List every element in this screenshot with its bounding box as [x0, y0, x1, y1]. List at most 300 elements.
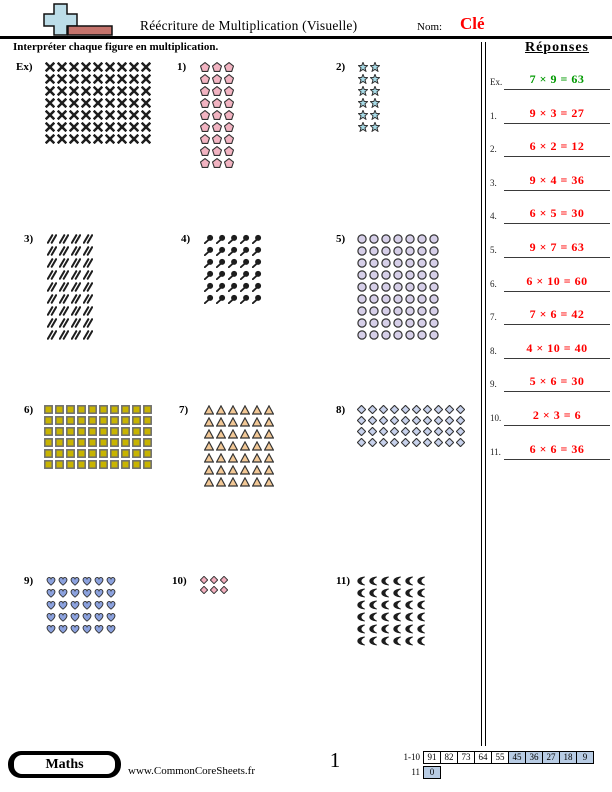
grid-cell	[58, 293, 70, 305]
grid-cell	[69, 599, 81, 611]
symbol-grid-6	[43, 404, 153, 470]
grid-cell	[140, 97, 152, 109]
grid-cell	[239, 428, 251, 440]
pentagon-icon	[200, 74, 210, 84]
grid-cell	[400, 426, 411, 437]
grid-cell	[368, 575, 380, 587]
grid-cell	[44, 109, 56, 121]
grid-cell	[392, 317, 404, 329]
x-mark-icon	[57, 98, 67, 108]
answer-number: 3.	[490, 177, 497, 188]
grid-cell	[368, 281, 380, 293]
pentagon-icon	[212, 86, 222, 96]
grid-cell	[411, 437, 422, 448]
crescent-icon	[381, 588, 391, 598]
grid-cell	[444, 415, 455, 426]
grid-cell	[416, 245, 428, 257]
grid-cell	[369, 121, 381, 133]
square-icon	[110, 427, 119, 436]
heart-icon	[106, 588, 116, 598]
grid-cell	[378, 415, 389, 426]
diamond-icon	[412, 405, 421, 414]
grid-cell	[404, 587, 416, 599]
symbol-grid-2	[357, 61, 381, 133]
score-row-label: 1-10	[403, 752, 420, 762]
grid-cell	[131, 426, 142, 437]
grid-cell	[227, 281, 239, 293]
answer-value: 9 × 4 = 36	[504, 173, 610, 191]
pentagon-icon	[200, 146, 210, 156]
grid-cell	[356, 293, 368, 305]
x-mark-icon	[93, 134, 103, 144]
small-diamond-icon	[210, 576, 218, 584]
square-icon	[132, 449, 141, 458]
grid-cell	[76, 415, 87, 426]
grid-cell	[57, 623, 69, 635]
triangle-icon	[252, 405, 262, 415]
grid-cell	[203, 404, 215, 416]
grid-cell	[93, 587, 105, 599]
crescent-icon	[357, 612, 367, 622]
grid-cell	[70, 245, 82, 257]
grid-cell	[368, 245, 380, 257]
grid-cell	[131, 415, 142, 426]
crescent-icon	[381, 576, 391, 586]
x-mark-icon	[45, 86, 55, 96]
pentagon-icon	[212, 98, 222, 108]
problem-label-5: 5)	[336, 233, 346, 245]
grid-cell	[92, 133, 104, 145]
problem-label-Ex: Ex)	[16, 61, 33, 73]
x-mark-icon	[93, 110, 103, 120]
grid-cell	[392, 587, 404, 599]
grid-cell	[239, 404, 251, 416]
x-mark-icon	[105, 110, 115, 120]
grid-cell	[56, 61, 68, 73]
square-icon	[110, 438, 119, 447]
maths-badge-label: Maths	[13, 754, 116, 775]
double-slash-icon	[71, 270, 81, 280]
heart-icon	[94, 624, 104, 634]
diamond-icon	[434, 416, 443, 425]
grid-cell	[428, 245, 440, 257]
triangle-icon	[204, 405, 214, 415]
grid-cell	[93, 611, 105, 623]
double-slash-icon	[83, 330, 93, 340]
score-cell: 18	[559, 751, 577, 764]
grid-cell	[82, 329, 94, 341]
grid-cell	[131, 459, 142, 470]
square-icon	[143, 438, 152, 447]
commoncoresheets-plus-logo	[22, 1, 114, 38]
heart-icon	[82, 612, 92, 622]
grid-cell	[65, 415, 76, 426]
pentagon-icon	[212, 62, 222, 72]
crescent-icon	[393, 636, 403, 646]
circle-icon	[417, 282, 427, 292]
grid-cell	[203, 476, 215, 488]
grid-cell	[76, 404, 87, 415]
diamond-icon	[368, 405, 377, 414]
symbol-grid-11	[356, 575, 428, 647]
grid-cell	[81, 587, 93, 599]
heart-icon	[82, 576, 92, 586]
grid-cell	[433, 404, 444, 415]
x-mark-icon	[129, 110, 139, 120]
grid-cell	[404, 317, 416, 329]
grid-cell	[45, 599, 57, 611]
ink-dart-icon	[252, 234, 262, 244]
ink-dart-icon	[216, 246, 226, 256]
grid-cell	[356, 575, 368, 587]
grid-cell	[392, 233, 404, 245]
double-slash-icon	[71, 234, 81, 244]
ink-dart-icon	[228, 294, 238, 304]
grid-cell	[104, 97, 116, 109]
symbol-grid-Ex	[44, 61, 152, 145]
x-mark-icon	[69, 134, 79, 144]
grid-cell	[392, 611, 404, 623]
circle-icon	[393, 306, 403, 316]
grid-cell	[116, 61, 128, 73]
answer-number: 10.	[490, 413, 502, 423]
circle-icon	[393, 270, 403, 280]
grid-cell	[215, 281, 227, 293]
grid-cell	[56, 85, 68, 97]
square-icon	[121, 416, 130, 425]
grid-cell	[416, 635, 428, 647]
crescent-icon	[393, 624, 403, 634]
crescent-icon	[417, 600, 427, 610]
grid-cell	[263, 440, 275, 452]
x-mark-icon	[105, 134, 115, 144]
grid-cell	[44, 97, 56, 109]
grid-cell	[227, 452, 239, 464]
worksheet-title: Réécriture de Multiplication (Visuelle)	[140, 18, 358, 33]
grid-cell	[251, 404, 263, 416]
circle-icon	[405, 330, 415, 340]
grid-cell	[368, 611, 380, 623]
grid-cell	[380, 281, 392, 293]
triangle-icon	[252, 417, 262, 427]
grid-cell	[46, 293, 58, 305]
grid-cell	[140, 73, 152, 85]
diamond-icon	[357, 405, 366, 414]
grid-cell	[416, 269, 428, 281]
ink-dart-icon	[252, 294, 262, 304]
grid-cell	[69, 575, 81, 587]
diamond-icon	[379, 416, 388, 425]
grid-cell	[131, 437, 142, 448]
crescent-icon	[417, 636, 427, 646]
grid-cell	[46, 245, 58, 257]
answer-value: 7 × 9 = 63	[504, 72, 610, 90]
circle-icon	[417, 318, 427, 328]
grid-cell	[199, 585, 209, 595]
grid-cell	[411, 415, 422, 426]
pentagon-icon	[212, 110, 222, 120]
answer-number: 11.	[490, 446, 501, 457]
header-rule	[0, 36, 612, 39]
grid-cell	[239, 281, 251, 293]
column-divider	[481, 42, 486, 746]
grid-cell	[223, 133, 235, 145]
square-icon	[132, 416, 141, 425]
ink-dart-icon	[228, 282, 238, 292]
grid-cell	[367, 415, 378, 426]
triangle-icon	[228, 417, 238, 427]
grid-cell	[54, 426, 65, 437]
grid-cell	[98, 426, 109, 437]
problem-label-11: 11)	[336, 575, 351, 587]
circle-icon	[393, 330, 403, 340]
grid-cell	[56, 73, 68, 85]
grid-cell	[400, 437, 411, 448]
grid-cell	[455, 404, 466, 415]
triangle-icon	[240, 441, 250, 451]
grid-cell	[404, 305, 416, 317]
grid-cell	[263, 452, 275, 464]
score-cell: 82	[440, 751, 458, 764]
crescent-icon	[369, 576, 379, 586]
grid-cell	[65, 459, 76, 470]
grid-cell	[128, 133, 140, 145]
diamond-icon	[368, 438, 377, 447]
score-cell: 64	[474, 751, 492, 764]
grid-cell	[444, 404, 455, 415]
grid-cell	[93, 599, 105, 611]
grid-cell	[380, 245, 392, 257]
triangle-icon	[204, 441, 214, 451]
double-slash-icon	[59, 234, 69, 244]
x-mark-icon	[69, 74, 79, 84]
grid-cell	[82, 245, 94, 257]
grid-cell	[58, 257, 70, 269]
grid-cell	[227, 233, 239, 245]
diamond-icon	[423, 438, 432, 447]
score-table	[390, 750, 594, 780]
grid-cell	[227, 245, 239, 257]
square-icon	[44, 449, 53, 458]
grid-cell	[211, 133, 223, 145]
ink-dart-icon	[204, 270, 214, 280]
symbol-grid-4	[203, 233, 263, 305]
x-mark-icon	[105, 122, 115, 132]
grid-cell	[45, 587, 57, 599]
grid-cell	[433, 415, 444, 426]
crescent-icon	[369, 636, 379, 646]
grid-cell	[82, 293, 94, 305]
grid-cell	[81, 599, 93, 611]
square-icon	[99, 427, 108, 436]
pentagon-icon	[212, 158, 222, 168]
grid-cell	[416, 257, 428, 269]
answer-number: 7.	[490, 312, 497, 323]
heart-icon	[46, 612, 56, 622]
x-mark-icon	[69, 122, 79, 132]
ink-dart-icon	[228, 246, 238, 256]
grid-cell	[251, 245, 263, 257]
square-icon	[99, 438, 108, 447]
ink-dart-icon	[216, 282, 226, 292]
square-icon	[55, 427, 64, 436]
grid-cell	[211, 121, 223, 133]
pentagon-icon	[212, 74, 222, 84]
circle-icon	[429, 234, 439, 244]
grid-cell	[416, 575, 428, 587]
grid-cell	[54, 437, 65, 448]
grid-cell	[58, 269, 70, 281]
x-mark-icon	[105, 74, 115, 84]
triangle-icon	[216, 417, 226, 427]
double-slash-icon	[47, 246, 57, 256]
heart-icon	[70, 600, 80, 610]
square-icon	[77, 438, 86, 447]
ink-dart-icon	[240, 234, 250, 244]
pentagon-icon	[224, 74, 234, 84]
star-icon	[358, 86, 368, 96]
pentagon-icon	[224, 122, 234, 132]
grid-cell	[356, 233, 368, 245]
x-mark-icon	[45, 134, 55, 144]
grid-cell	[69, 623, 81, 635]
triangle-icon	[252, 441, 262, 451]
grid-cell	[120, 437, 131, 448]
grid-cell	[411, 404, 422, 415]
x-mark-icon	[129, 98, 139, 108]
grid-cell	[392, 245, 404, 257]
grid-cell	[356, 305, 368, 317]
ink-dart-icon	[240, 294, 250, 304]
grid-cell	[356, 257, 368, 269]
triangle-icon	[216, 465, 226, 475]
square-icon	[121, 438, 130, 447]
grid-cell	[98, 404, 109, 415]
crescent-icon	[369, 624, 379, 634]
square-icon	[66, 438, 75, 447]
grid-cell	[428, 305, 440, 317]
grid-cell	[416, 329, 428, 341]
answers-title: Réponses	[524, 40, 589, 55]
square-icon	[143, 427, 152, 436]
x-mark-icon	[141, 110, 151, 120]
grid-cell	[215, 257, 227, 269]
grid-cell	[428, 293, 440, 305]
x-mark-icon	[141, 86, 151, 96]
square-icon	[143, 449, 152, 458]
grid-cell	[43, 426, 54, 437]
grid-cell	[203, 257, 215, 269]
square-icon	[77, 427, 86, 436]
double-slash-icon	[71, 282, 81, 292]
heart-icon	[46, 600, 56, 610]
circle-icon	[357, 282, 367, 292]
double-slash-icon	[71, 306, 81, 316]
heart-icon	[58, 612, 68, 622]
grid-cell	[416, 317, 428, 329]
grid-cell	[43, 448, 54, 459]
grid-cell	[356, 426, 367, 437]
symbol-grid-3	[46, 233, 94, 341]
crescent-icon	[417, 612, 427, 622]
circle-icon	[357, 258, 367, 268]
grid-cell	[455, 437, 466, 448]
grid-cell	[368, 233, 380, 245]
grid-cell	[368, 269, 380, 281]
triangle-icon	[216, 441, 226, 451]
grid-cell	[203, 452, 215, 464]
grid-cell	[416, 587, 428, 599]
circle-icon	[393, 294, 403, 304]
x-mark-icon	[117, 74, 127, 84]
grid-cell	[211, 73, 223, 85]
square-icon	[110, 460, 119, 469]
grid-cell	[142, 437, 153, 448]
triangle-icon	[216, 453, 226, 463]
x-mark-icon	[81, 86, 91, 96]
x-mark-icon	[57, 86, 67, 96]
instruction-text: Interpréter chaque figure en multiplication.	[13, 41, 219, 53]
grid-cell	[131, 448, 142, 459]
pentagon-icon	[200, 86, 210, 96]
double-slash-icon	[71, 246, 81, 256]
triangle-icon	[216, 405, 226, 415]
grid-cell	[227, 464, 239, 476]
answer-value: 4 × 10 = 40	[504, 341, 610, 359]
grid-cell	[203, 440, 215, 452]
grid-cell	[109, 448, 120, 459]
grid-cell	[45, 611, 57, 623]
circle-icon	[381, 294, 391, 304]
grid-cell	[223, 121, 235, 133]
ink-dart-icon	[240, 282, 250, 292]
problem-label-7: 7)	[179, 404, 189, 416]
grid-cell	[44, 133, 56, 145]
grid-cell	[199, 73, 211, 85]
grid-cell	[203, 269, 215, 281]
heart-icon	[70, 612, 80, 622]
x-mark-icon	[81, 62, 91, 72]
grid-cell	[380, 305, 392, 317]
circle-icon	[393, 258, 403, 268]
x-mark-icon	[57, 74, 67, 84]
grid-cell	[65, 404, 76, 415]
page-number: 1	[329, 748, 341, 772]
grid-cell	[104, 73, 116, 85]
grid-cell	[82, 257, 94, 269]
pentagon-icon	[224, 62, 234, 72]
pentagon-icon	[224, 110, 234, 120]
square-icon	[99, 449, 108, 458]
grid-cell	[80, 97, 92, 109]
grid-cell	[199, 145, 211, 157]
grid-cell	[380, 611, 392, 623]
double-slash-icon	[47, 330, 57, 340]
x-mark-icon	[69, 110, 79, 120]
circle-icon	[381, 318, 391, 328]
grid-cell	[109, 415, 120, 426]
triangle-icon	[252, 477, 262, 487]
square-icon	[121, 427, 130, 436]
symbol-grid-5	[356, 233, 440, 341]
grid-cell	[215, 476, 227, 488]
grid-cell	[215, 293, 227, 305]
grid-cell	[263, 464, 275, 476]
triangle-icon	[252, 465, 262, 475]
grid-cell	[87, 459, 98, 470]
double-slash-icon	[59, 294, 69, 304]
circle-icon	[417, 258, 427, 268]
